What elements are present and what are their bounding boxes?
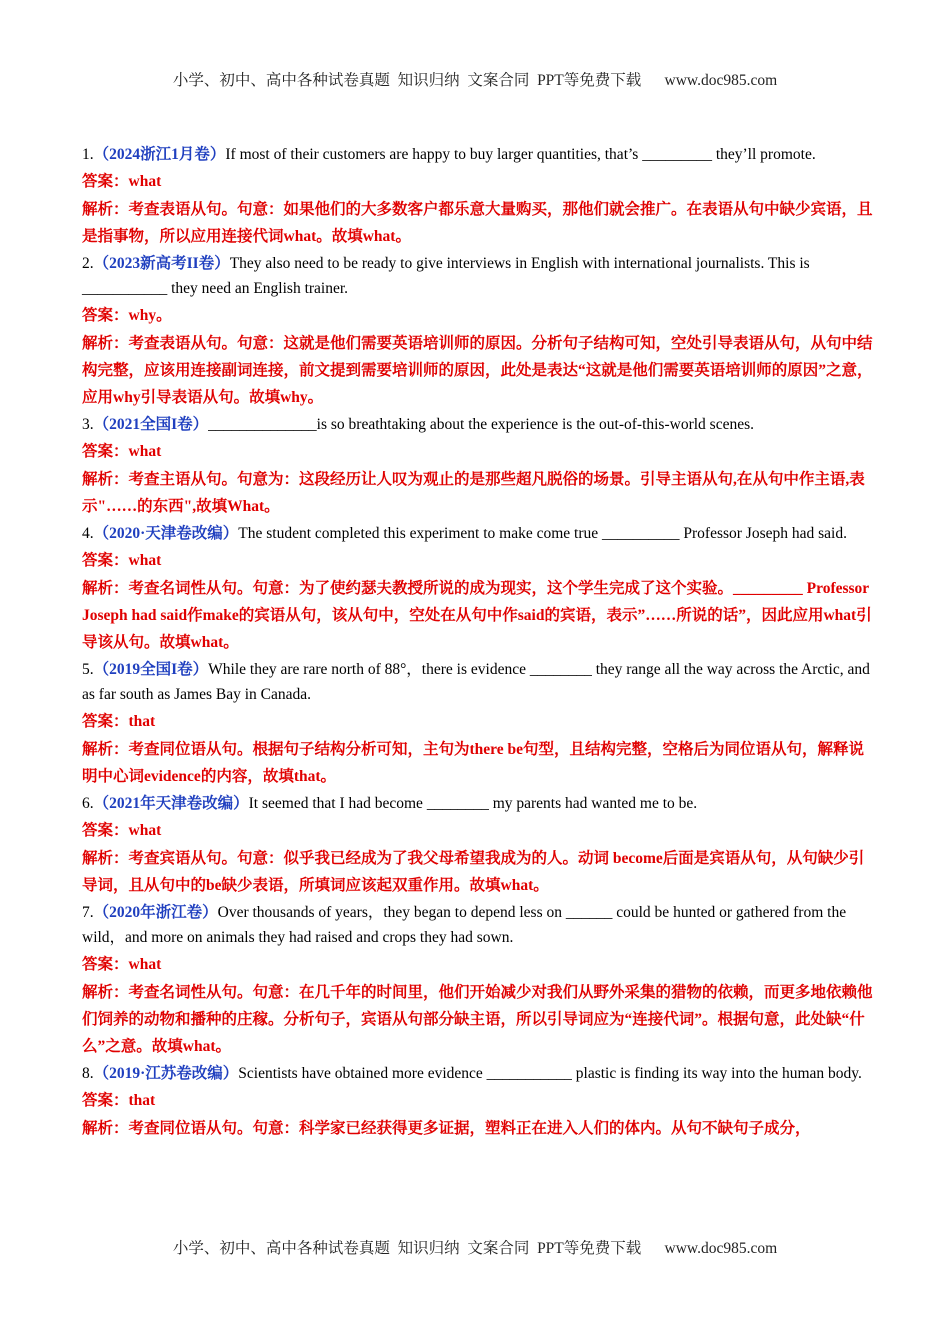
question-item bbox=[82, 251, 874, 411]
page-header: 小学、初中、高中各种试卷真题 知识归纳 文案合同 PPT等免费下载 www.doc985.com bbox=[172, 72, 778, 89]
explanation: 解析：考查表语从句。句意：这就是他们需要英语培训师的原因。分析句子结构可知，空处引导表语从句，从句中结构完整，应该用连接副词连接，前文提到需要培训师的原因，此处是表达“这就是他们需要英语培训师的原因”之意，应用why引导表语从句。故填why。 bbox=[82, 335, 873, 406]
page-footer: 小学、初中、高中各种试卷真题 知识归纳 文案合同 PPT等免费下载 www.doc985.com bbox=[172, 1240, 778, 1257]
question-body: Over thousands of years，they began to depend less on ______ could be hunted or gathered from the wild，and more on animals they had raised and crops they had sown. bbox=[82, 904, 847, 946]
answer: 答案：what bbox=[82, 173, 162, 190]
question-text bbox=[82, 900, 874, 950]
explanation: 解析：考查主语从句。句意为：这段经历让人叹为观止的是那些超凡脱俗的场景。引导主语从句,在从句中作主语,表示"……的东西",故填What。 bbox=[82, 471, 865, 515]
question-text bbox=[82, 412, 874, 437]
answer: 答案：why。 bbox=[82, 307, 172, 324]
question-text bbox=[82, 657, 874, 707]
question-number: 1. bbox=[82, 146, 94, 163]
question-number: 4. bbox=[82, 525, 94, 542]
question-item bbox=[82, 791, 874, 899]
question-text bbox=[82, 251, 874, 301]
question-item bbox=[82, 412, 874, 520]
answer: 答案：what bbox=[82, 443, 162, 460]
question-body: If most of their customers are happy to buy larger quantities, that’s _________ they’ll promote. bbox=[225, 146, 816, 163]
question-body: They also need to be ready to give interviews in English with international journalists. This is ___________ they need an English trainer. bbox=[82, 255, 810, 297]
question-number: 2. bbox=[82, 255, 94, 272]
question-item bbox=[82, 521, 874, 656]
explanation: 解析：考查名词性从句。句意：在几千年的时间里，他们开始减少对我们从野外采集的猎物的依赖，而更多地依赖他们饲养的动物和播种的庄稼。分析句子，宾语从句部分缺主语，所以引导词应为“连接代词”。根据句意，此处缺“什么”之意。故填what。 bbox=[82, 984, 873, 1055]
explanation: 解析：考查表语从句。句意：如果他们的大多数客户都乐意大量购买，那他们就会推广。在表语从句中缺少宾语，且是指事物，所以应用连接代词what。故填what。 bbox=[82, 201, 873, 245]
question-source: （2020·天津卷改编） bbox=[93, 525, 239, 542]
question-source: （2021全国I卷） bbox=[93, 416, 209, 433]
question-source: （2020年浙江卷） bbox=[93, 904, 218, 921]
question-body: While they are rare north of 88°，there is evidence ________ they range all the way across the Arctic, and as far south as James Bay in Canada. bbox=[82, 661, 870, 703]
explanation: 解析：考查同位语从句。根据句子结构分析可知，主句为there be句型，且结构完整，空格后为同位语从句，解释说明中心词evidence的内容，故填that。 bbox=[82, 741, 865, 785]
question-text bbox=[82, 1061, 874, 1086]
question-number: 8. bbox=[82, 1065, 94, 1082]
question-body: It seemed that I had become ________ my parents had wanted me to be. bbox=[248, 795, 698, 812]
question-text bbox=[82, 521, 874, 546]
question-item bbox=[82, 657, 874, 790]
explanation: 解析：考查名词性从句。句意：为了使约瑟夫教授所说的成为现实，这个学生完成了这个实验。_________ Professor Joseph had said作make的宾语从句，该从句中，空处在从句中作said的宾语，表示”……所说的话”，因此应用what引导该从句。故填what。 bbox=[82, 580, 872, 651]
question-number: 7. bbox=[82, 904, 94, 921]
explanation: 解析：考查同位语从句。句意：科学家已经获得更多证据，塑料正在进入人们的体内。从句不缺句子成分， bbox=[82, 1120, 811, 1137]
question-body: ______________is so breathtaking about the experience is the out-of-this-world scenes. bbox=[208, 416, 754, 433]
question-text bbox=[82, 142, 874, 167]
answer: 答案：that bbox=[82, 713, 156, 730]
explanation: 解析：考查宾语从句。句意：似乎我已经成为了我父母希望我成为的人。动词 become后面是宾语从句，从句缺少引导词，且从句中的be缺少表语，所填词应该起双重作用。故填what。 bbox=[82, 850, 865, 894]
question-source: （2019·江苏卷改编） bbox=[93, 1065, 239, 1082]
answer: 答案：what bbox=[82, 822, 162, 839]
question-source: （2019全国I卷） bbox=[93, 661, 209, 678]
question-item bbox=[82, 900, 874, 1060]
document-body bbox=[82, 142, 874, 1143]
question-number: 6. bbox=[82, 795, 94, 812]
question-source: （2023新高考II卷） bbox=[93, 255, 230, 272]
answer: 答案：that bbox=[82, 1092, 156, 1109]
question-item bbox=[82, 142, 874, 250]
question-item bbox=[82, 1061, 874, 1142]
question-source: （2021年天津卷改编） bbox=[93, 795, 249, 812]
question-number: 3. bbox=[82, 416, 94, 433]
question-source: （2024浙江1月卷） bbox=[93, 146, 226, 163]
question-body: Scientists have obtained more evidence ___________ plastic is finding its way into the human body. bbox=[238, 1065, 862, 1082]
question-body: The student completed this experiment to make come true __________ Professor Joseph had said. bbox=[238, 525, 847, 542]
answer: 答案：what bbox=[82, 956, 162, 973]
question-number: 5. bbox=[82, 661, 94, 678]
question-text bbox=[82, 791, 874, 816]
answer: 答案：what bbox=[82, 552, 162, 569]
